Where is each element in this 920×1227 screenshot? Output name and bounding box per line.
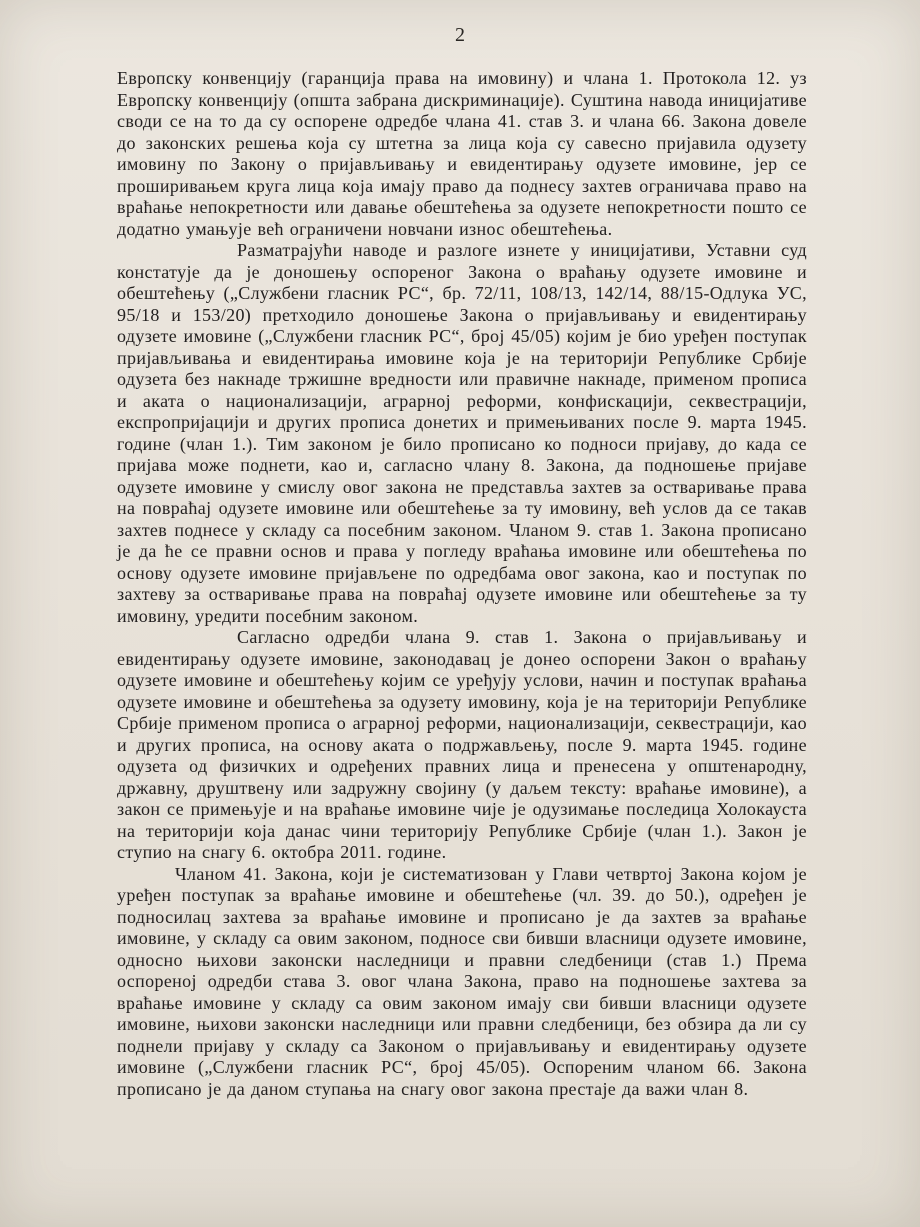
page-number: 2 <box>455 24 465 46</box>
paragraph-4: Чланом 41. Закона, који је систематизован у Глави четвртој Закона којом је уређен поступак за враћање имовине и обештећење (чл. 39. до 50.), одређен је подносилац захтева за враћање имовине и прописано је да захтев за враћање имовине, у складу са овим законом, подносе сви бивши власници одузете имовине, односно њихови законски наследници и правни следбеници (став 1.) Према оспореној одредби става 3. овог члана Закона, право на подношење захтева за враћање имовине у складу са овим законом имају сви бивши власници одузете имовине, њихови законски наследници или правни следбеници, без обзира да ли су поднели пријаву у складу са Законом о пријављивању и евидентирању одузете имовине („Службени гласник РС“, број 45/05). Оспореним чланом 66. Закона прописано је да даном ступања на снагу овог закона престаје да важи члан 8. <box>117 863 807 1099</box>
paragraph-3: Сагласно одредби члана 9. став 1. Закона о пријављивању и евидентирању одузете имовине, законодавац је донео оспорени Закон о враћању одузете имовине и обештећењу којим се уређују услови, начин и поступак враћања одузете имовине и обештећења за одузету имовину, која је на територији Републике Србије применом прописа о аграрној реформи, национализацији, секвестрацији, као и других прописа, на основу аката о подржављењу, после 9. марта 1945. године одузета од физичких и одређених правних лица и пренесена у општенародну, државну, друштвену или задружну својину (у даљем тексту: враћање имовине), а закон се примењује и на враћање имовине чије је одузимање последица Холокауста на територији која данас чини територију Републике Србије (члан 1.). Закон је ступио на снагу 6. октобра 2011. године. <box>117 627 807 862</box>
paragraph-2: Разматрајући наводе и разлоге изнете у иницијативи, Уставни суд констатује да је доношењу оспореног Закона о враћању одузете имовине и обештећењу („Службени гласник РС“, бр. 72/11, 108/13, 142/14, 88/15-Одлука УС, 95/18 и 153/20) претходило доношење Закона о пријављивању и евидентирању одузете имовине („Службени гласник РС“, број 45/05) којим је био уређен поступак пријављивања и евидентирања имовине која је на територији Републике Србије одузета без накнаде тржишне вредности или правичне накнаде, применом прописа и аката о национализацији, аграрној реформи, конфискацији, секвестрацији, експропријацији и других прописа донетих и примењиваних после 9. марта 1945. године (члан 1.). Тим законом је било прописано ко подноси пријаву, до када се пријава може поднети, као и, сагласно члану 8. Закона, да подношење пријаве одузете имовине у смислу овог закона не представља захтев за остваривање права на повраћај одузете имовине или обештећење за ту имовину, већ услов да се такав захтев поднесе у складу са посебним законом. Чланом 9. став 1. Закона прописано је да ће се правни основ и права у погледу враћања имовине или обештећења по основу одузете имовине пријављене по одредбама овог закона, као и поступак по захтеву за остваривање права на повраћај одузете имовине или обештећење за ту имовину, уредити посебним законом. <box>117 240 807 626</box>
paragraph-1: Европску конвенцију (гаранција права на имовину) и члана 1. Протокола 12. уз Европску конвенцију (општа забрана дискриминације). Суштина навода иницијативе своди се на то да су оспорене одредбе члана 41. став 3. и члана 66. Закона довеле до законских решења која су штетна за лица која су савесно пријавила одузету имовину по Закону о пријављивању и евидентирању одузете имовине, јер се проширивањем круга лица која имају право да поднесу захтев ограничава право на враћање непокретности или давање обештећења за одузете непокретности пошто се додатно умањује већ ограничени новчани износ обештећења. <box>117 68 807 239</box>
document-body <box>117 68 807 1100</box>
